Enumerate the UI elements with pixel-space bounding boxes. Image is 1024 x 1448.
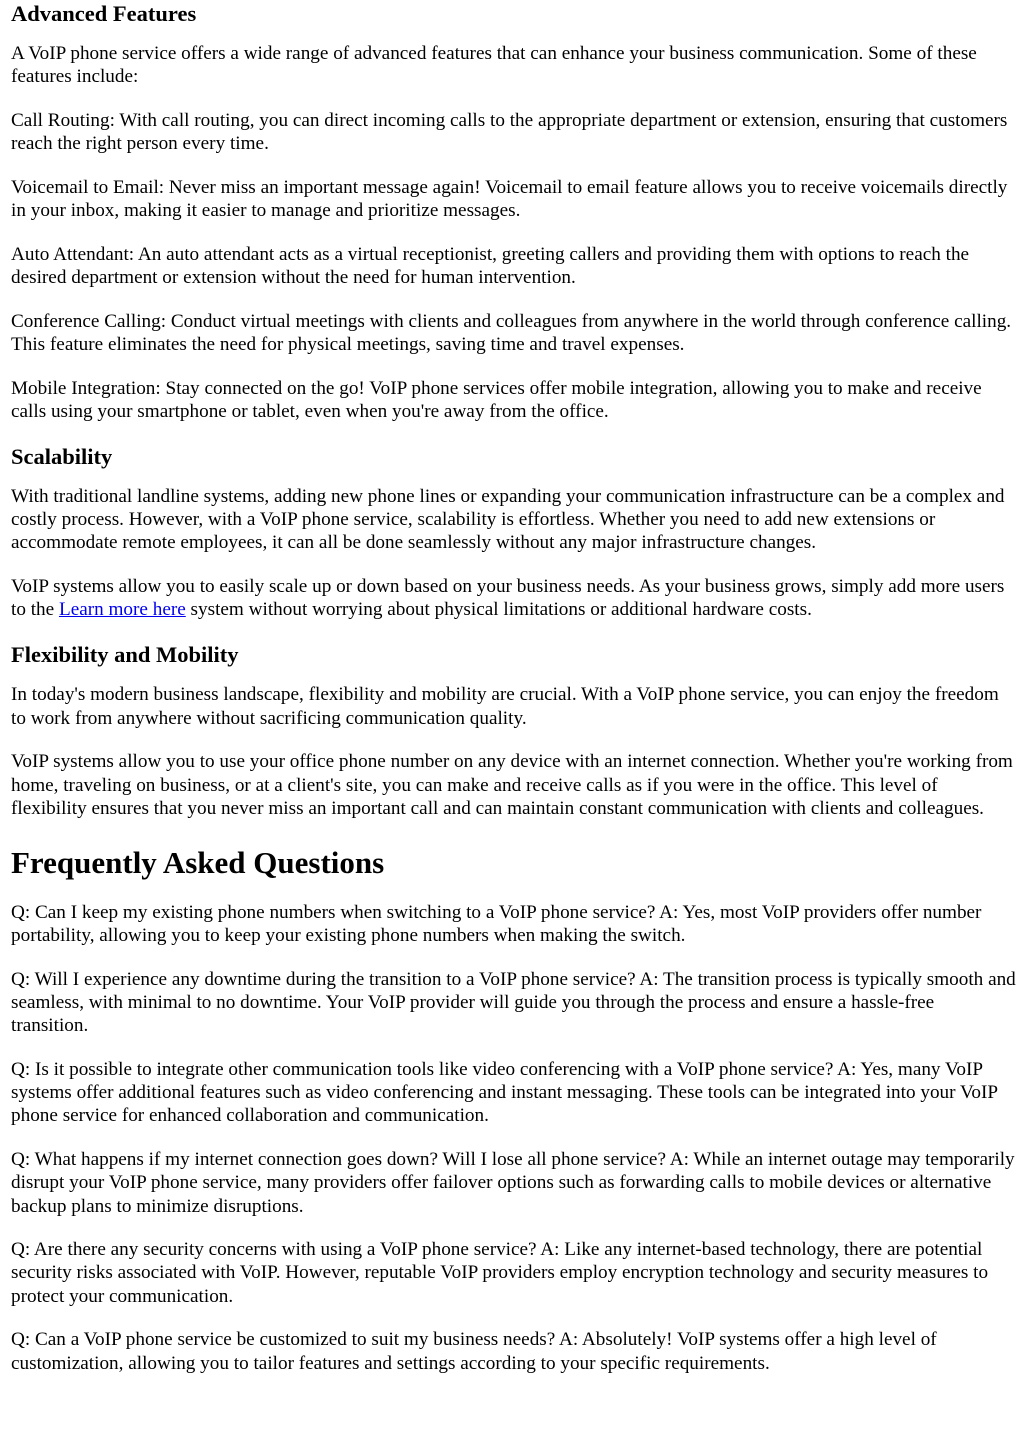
learn-more-link[interactable]: Learn more here bbox=[58, 599, 186, 621]
paragraph-scalability-2-after: system without worrying about physical limitations or additional hardware costs. bbox=[185, 599, 812, 621]
heading-flexibility-mobility: Flexibility and Mobility bbox=[11, 642, 239, 668]
paragraph-conference-calling: Conference Calling: Conduct virtual meetings with clients and colleagues from anywhere in the world through conference calling. This feature eliminates the need for physical meetings, saving time and travel expenses. bbox=[11, 310, 1012, 355]
paragraph-flexibility-1: In today's modern business landscape, flexibility and mobility are crucial. With a VoIP phone service, you can enjoy the freedom to work from anywhere without sacrificing communication quality. bbox=[11, 684, 999, 729]
paragraph-mobile-integration: Mobile Integration: Stay connected on the go! VoIP phone services offer mobile integration, allowing you to make and receive calls using your smartphone or tablet, even when you're away from the office. bbox=[11, 377, 982, 422]
faq-item-customization: Q: Can a VoIP phone service be customized to suit my business needs? A: Absolutely! VoIP systems offer a high level of customization, allowing you to tailor features and settings according to your specific requirements. bbox=[11, 1329, 937, 1374]
paragraph-auto-attendant: Auto Attendant: An auto attendant acts as a virtual receptionist, greeting callers and providing them with options to reach the desired department or extension without the need for human intervention. bbox=[11, 243, 970, 288]
faq-item-security: Q: Are there any security concerns with using a VoIP phone service? A: Like any internet-based technology, there are potential security risks associated with VoIP. However, reputable VoIP providers employ encryption technology and security measures to protect your communication. bbox=[11, 1239, 989, 1307]
paragraph-scalability-1: With traditional landline systems, adding new phone lines or expanding your communication infrastructure can be a complex and costly process. However, with a VoIP phone service, scalability is effortless. Whether you need to add new extensions or accommodate remote employees, it can all be done seamlessly without any major infrastructure changes. bbox=[11, 485, 1005, 554]
paragraph-scalability-2-before: VoIP systems allow you to easily scale up or down based on your business needs. As your business grows, simply add more users to the bbox=[11, 576, 1005, 621]
faq-item-downtime: Q: Will I experience any downtime during the transition to a VoIP phone service? A: The transition process is typically smooth and seamless, with minimal to no downtime. Your VoIP provider will guide you through the process and ensure a hassle-free transition. bbox=[11, 968, 1016, 1037]
heading-advanced-features: Advanced Features bbox=[11, 1, 197, 26]
faq-item-integration: Q: Is it possible to integrate other communication tools like video conferencing with a VoIP phone service? A: Yes, many VoIP systems offer additional features such as video conferencing and instant messaging. These tools can be integrated into your VoIP phone service for enhanced collaboration and communication. bbox=[11, 1058, 998, 1127]
heading-scalability: Scalability bbox=[11, 443, 113, 469]
paragraph-scalability-2 bbox=[11, 575, 1016, 621]
paragraph-advanced-intro: A VoIP phone service offers a wide range of advanced features that can enhance your business communication. Some of these features include: bbox=[11, 43, 977, 88]
faq-item-number-portability: Q: Can I keep my existing phone numbers when switching to a VoIP phone service? A: Yes, most VoIP providers offer number portability, allowing you to keep your existing phone numbers when making the switch. bbox=[11, 901, 982, 947]
heading-faq: Frequently Asked Questions bbox=[11, 844, 385, 880]
paragraph-flexibility-2: VoIP systems allow you to use your office phone number on any device with an internet connection. Whether you're working from home, traveling on business, or at a client's site, you can make and receive calls as if you were in the office. This level of flexibility ensures that you never miss an important call and can maintain constant communication with clients and colleagues. bbox=[11, 751, 1013, 819]
paragraph-call-routing: Call Routing: With call routing, you can direct incoming calls to the appropriate department or extension, ensuring that customers reach the right person every time. bbox=[11, 109, 1008, 155]
faq-item-internet-outage: Q: What happens if my internet connection goes down? Will I lose all phone service? A: While an internet outage may temporarily disrupt your VoIP phone service, many providers offer failover options such as forwarding calls to mobile devices or alternative backup plans to minimize disruptions. bbox=[11, 1149, 1015, 1217]
paragraph-voicemail-to-email: Voicemail to Email: Never miss an important message again! Voicemail to email feature allows you to receive voicemails directly in your inbox, making it easier to manage and prioritize messages. bbox=[11, 176, 1008, 222]
